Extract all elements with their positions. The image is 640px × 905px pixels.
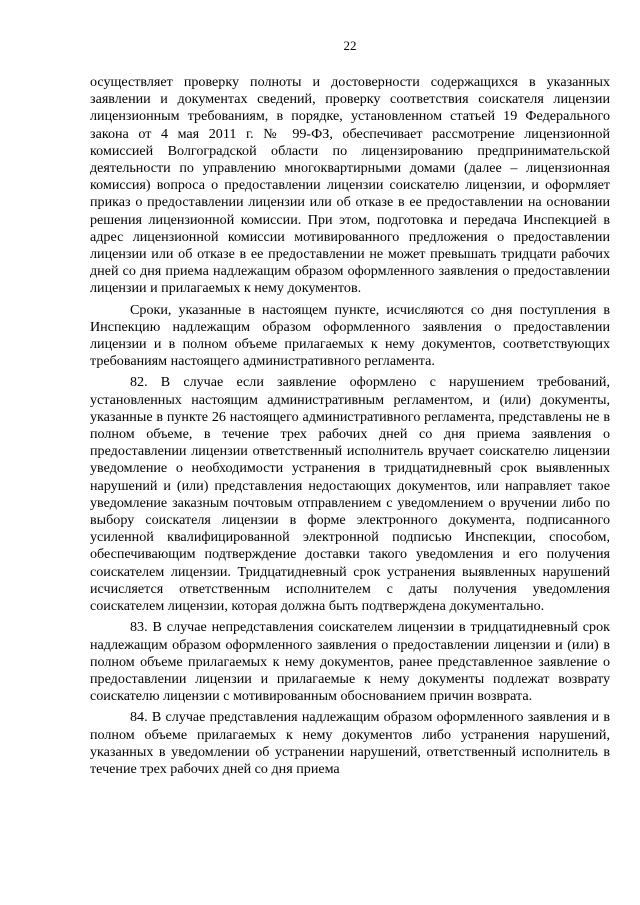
document-body (90, 74, 610, 778)
paragraph-item-82: 82. В случае если заявление оформлено с нарушением требований, установленных настоящим административным регламентом, и (или) документы, указанные в пункте 26 настоящего административного регламента, представлены не в полном объеме, в течение трех рабочих дней со дня приема заявления о предоставлении лицензии ответственный исполнитель вручает соискателю лицензии уведомление о необходимости устранения в тридцатидневный срок выявленных нарушений и (или) представления недостающих документов, или направляет такое уведомление заказным почтовым отправлением с уведомлением о вручении либо по выбору соискателя лицензии в форме электронного документа, подписанного усиленной квалифицированной электронной подписью Инспекции, способом, обеспечивающим подтверждение доставки такого уведомления и его получения соискателем лицензии. Тридцатидневный срок устранения выявленных нарушений исчисляется ответственным исполнителем с даты получения уведомления соискателем лицензии, которая должна быть подтверждена документально. (90, 374, 610, 615)
page-number: 22 (343, 38, 357, 53)
paragraph-deadlines: Сроки, указанные в настоящем пункте, исчисляются со дня поступления в Инспекцию надлежащим образом оформленного заявления о предоставлении лицензии и в полном объеме прилагаемых к нему документов, соответствующих требованиям настоящего административного регламента. (90, 301, 610, 370)
paragraph-item-83: 83. В случае непредставления соискателем лицензии в тридцатидневный срок надлежащим образом оформленного заявления о предоставлении лицензии и (или) в полном объеме прилагаемых к нему документов, ранее представленное заявление о предоставлении лицензии и прилагаемые к нему документы подлежат возврату соискателю лицензии с мотивированным обоснованием причин возврата. (90, 619, 610, 705)
paragraph-item-84: 84. В случае представления надлежащим образом оформленного заявления и в полном объеме прилагаемых к нему документов либо устранения нарушений, указанных в уведомлении об устранении нарушений, ответственный исполнитель в течение трех рабочих дней со дня приема (90, 709, 610, 777)
paragraph-continuation: осуществляет проверку полноты и достоверности содержащихся в указанных заявлении и документах сведений, проверку соответствия соискателя лицензии лицензионным требованиям, в порядке, установленном статьей 19 Федерального закона от 4 мая 2011 г. № 99-ФЗ, обеспечивает рассмотрение лицензионной комиссией Волгоградской области по лицензированию предпринимательской деятельности по управлению многоквартирными домами (далее – лицензионная комиссия) вопроса о предоставлении лицензии соискателю лицензии, и оформляет приказ о предоставлении лицензии или об отказе в ее предоставлении на основании решения лицензионной комиссии. При этом, подготовка и передача Инспекцией в адрес лицензионной комиссии мотивированного предложения о предоставлении лицензии или об отказе в ее предоставлении не может превышать тридцати рабочих дней со дня приема надлежащим образом оформленного заявления о предоставлении лицензии и прилагаемых к нему документов. (90, 74, 610, 297)
